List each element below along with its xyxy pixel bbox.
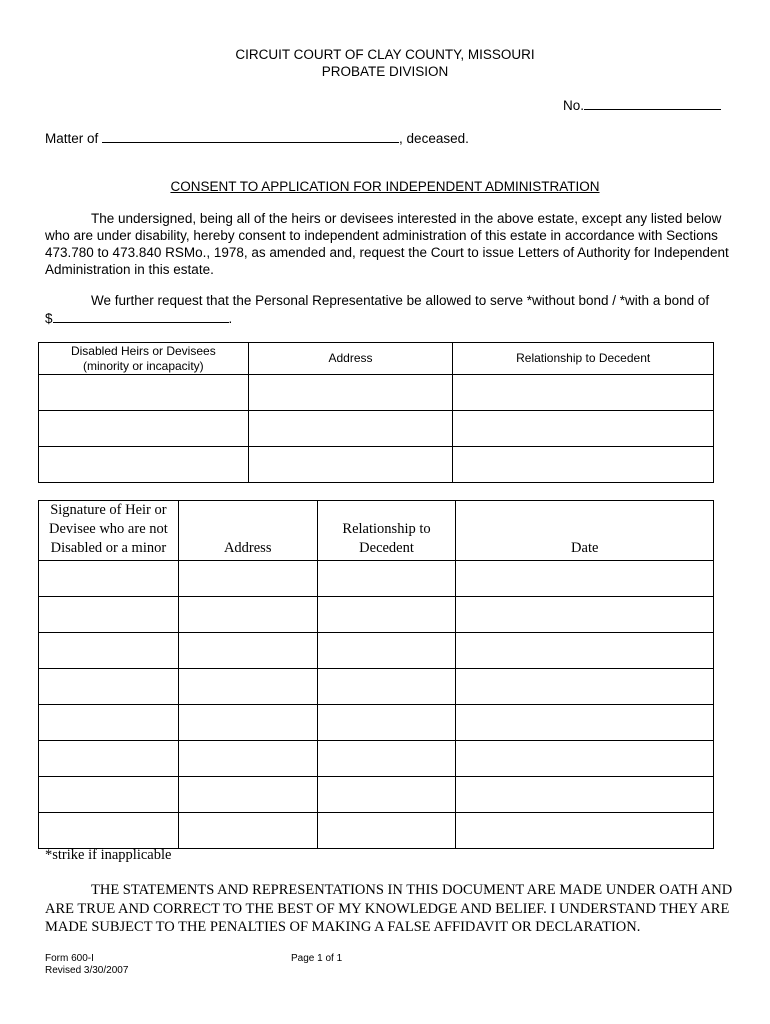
signature-relationship-cell[interactable] [317, 705, 456, 741]
case-number-field[interactable] [584, 96, 721, 110]
signature-address-cell[interactable] [178, 561, 317, 597]
signature-date-cell[interactable] [456, 777, 714, 813]
disabled-heirs-table [38, 342, 714, 483]
signature-date-cell[interactable] [456, 561, 714, 597]
signature-date-cell[interactable] [456, 705, 714, 741]
disabled-heirs-header-line1: Disabled Heirs or Devisees [70, 343, 216, 358]
strike-note: *strike if inapplicable [45, 847, 172, 863]
signature-header-line1: Signature of Heir or [50, 502, 167, 518]
signature-row [39, 561, 714, 597]
signature-cell[interactable] [39, 813, 179, 849]
disabled-heir-relationship-cell[interactable] [453, 411, 714, 447]
bond-amount-field[interactable] [53, 309, 229, 323]
disabled-heir-row [39, 447, 714, 483]
form-title: CONSENT TO APPLICATION FOR INDEPENDENT ADMINISTRATION [170, 179, 600, 194]
signature-relationship-cell[interactable] [317, 813, 456, 849]
signature-date-header: Date [456, 501, 714, 561]
form-number: Form 600-I [45, 953, 94, 964]
signature-cell[interactable] [39, 597, 179, 633]
signature-row [39, 633, 714, 669]
oath-statement: THE STATEMENTS AND REPRESENTATIONS IN THIS DOCUMENT ARE MADE UNDER OATH AND ARE TRUE AND CORRECT TO THE BEST OF MY KNOWLEDGE AND BELIEF. I UNDERSTAND THEY ARE MADE SUBJECT TO THE PENALTIES OF MAKING A FALSE AFFIDAVIT OR DECLARATION. [45, 882, 733, 935]
disabled-heir-name-cell[interactable] [39, 411, 249, 447]
signature-address-cell[interactable] [178, 777, 317, 813]
signature-row [39, 597, 714, 633]
matter-row [45, 129, 469, 147]
signature-address-cell[interactable] [178, 597, 317, 633]
signature-date-cell[interactable] [456, 633, 714, 669]
disabled-heir-row [39, 375, 714, 411]
signature-relationship-cell[interactable] [317, 777, 456, 813]
disabled-heir-address-cell[interactable] [248, 411, 453, 447]
signature-cell[interactable] [39, 741, 179, 777]
page-number: Page 1 of 1 [291, 953, 343, 964]
signature-row [39, 777, 714, 813]
signature-date-cell[interactable] [456, 597, 714, 633]
signature-relationship-cell[interactable] [317, 597, 456, 633]
disabled-heir-name-cell[interactable] [39, 447, 249, 483]
signature-address-cell[interactable] [178, 741, 317, 777]
signature-address-cell[interactable] [178, 633, 317, 669]
case-number-label: No. [563, 98, 585, 113]
signature-date-cell[interactable] [456, 813, 714, 849]
signature-cell[interactable] [39, 777, 179, 813]
signature-header [39, 501, 179, 561]
signature-cell[interactable] [39, 561, 179, 597]
signature-address-cell[interactable] [178, 705, 317, 741]
signature-header-line2: Devisee who are not [49, 521, 168, 537]
signature-row [39, 669, 714, 705]
decedent-name-field[interactable] [102, 129, 399, 143]
disabled-heir-row [39, 411, 714, 447]
disabled-heir-relationship-cell[interactable] [453, 447, 714, 483]
signature-cell[interactable] [39, 669, 179, 705]
matter-label: Matter of [45, 131, 99, 146]
signature-date-cell[interactable] [456, 669, 714, 705]
signature-row [39, 705, 714, 741]
disabled-heir-name-cell[interactable] [39, 375, 249, 411]
signature-table [38, 500, 714, 849]
signature-relationship-cell[interactable] [317, 741, 456, 777]
case-number-row [563, 96, 721, 114]
consent-paragraph: The undersigned, being all of the heirs or devisees interested in the above estate, except any listed below who are under disability, hereby consent to independent administration of this estate in accordance with Sections 473.780 to 473.840 RSMo., 1978, as amended and, request the Court to issue Letters of Authority for Independent Administration in this estate. [45, 211, 729, 277]
signature-address-header: Address [178, 501, 317, 561]
disabled-heir-address-cell[interactable] [248, 447, 453, 483]
signature-address-cell[interactable] [178, 813, 317, 849]
signature-cell[interactable] [39, 705, 179, 741]
disabled-address-header: Address [248, 343, 453, 375]
disabled-relationship-header: Relationship to Decedent [453, 343, 714, 375]
disabled-heirs-header-line2: (minority or incapacity) [82, 358, 204, 373]
relationship-header-line2: Decedent [359, 540, 414, 556]
disabled-heirs-header [39, 343, 249, 375]
disabled-heir-relationship-cell[interactable] [453, 375, 714, 411]
division-title: PROBATE DIVISION [321, 64, 449, 79]
bond-period: . [228, 311, 233, 326]
signature-header-line3: Disabled or a minor [50, 540, 167, 556]
signature-row [39, 741, 714, 777]
signature-date-cell[interactable] [456, 741, 714, 777]
signature-row [39, 813, 714, 849]
signature-cell[interactable] [39, 633, 179, 669]
signature-relationship-cell[interactable] [317, 633, 456, 669]
bond-paragraph: We further request that the Personal Representative be allowed to serve *without bond / *with a bond of [91, 293, 710, 308]
signature-relationship-header [317, 501, 456, 561]
disabled-heir-address-cell[interactable] [248, 375, 453, 411]
bond-amount-row [45, 309, 232, 327]
bond-dollar-sign: $ [45, 311, 53, 326]
relationship-header-line1: Relationship to [342, 521, 431, 537]
form-title-wrap [0, 178, 770, 195]
signature-relationship-cell[interactable] [317, 669, 456, 705]
revised-date: Revised 3/30/2007 [45, 965, 129, 976]
signature-address-cell[interactable] [178, 669, 317, 705]
matter-suffix: , deceased. [399, 131, 469, 146]
signature-relationship-cell[interactable] [317, 561, 456, 597]
court-title: CIRCUIT COURT OF CLAY COUNTY, MISSOURI [235, 47, 535, 62]
